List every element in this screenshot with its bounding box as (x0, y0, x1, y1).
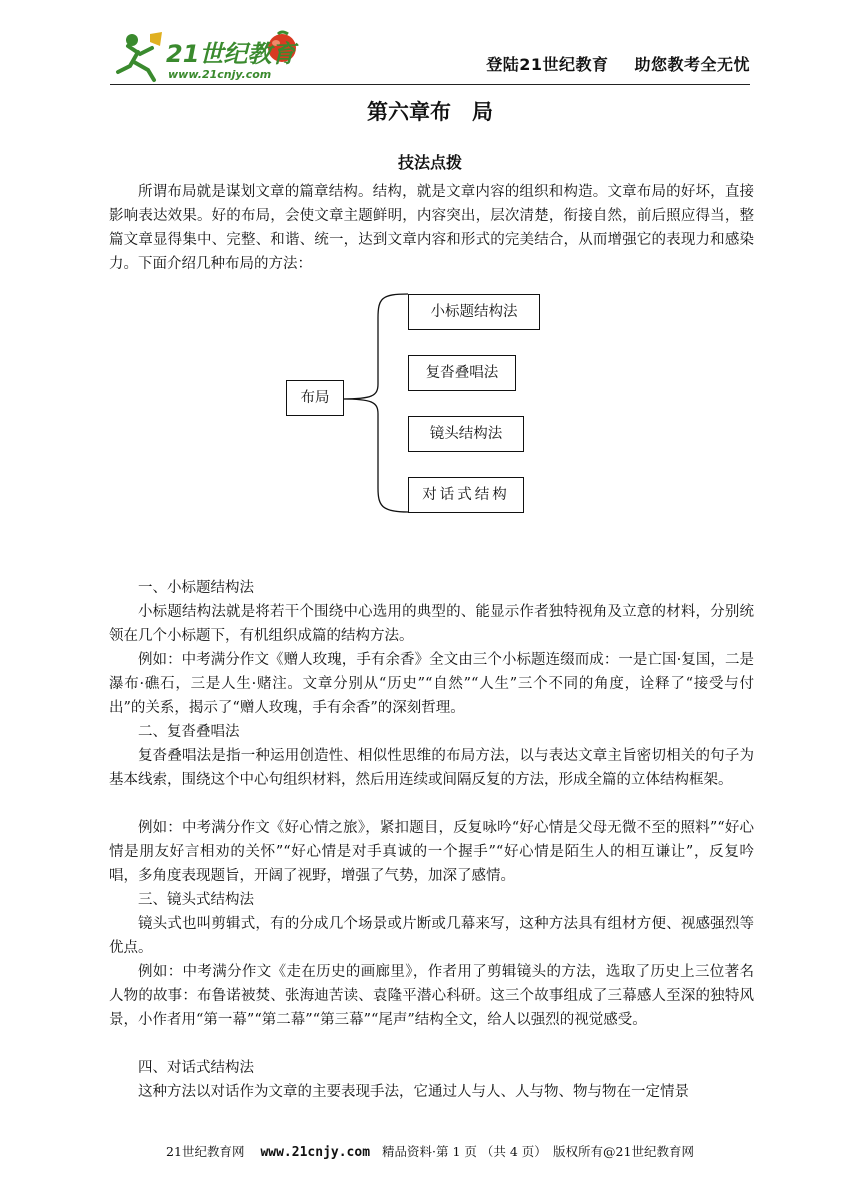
brace-connector (342, 288, 412, 518)
section-heading: 三、镜头式结构法 (138, 892, 254, 908)
footer-copyright: 版权所有@21世纪教育网 (553, 1144, 694, 1159)
page-header (110, 28, 750, 84)
diagram-branch-box: 复沓叠唱法 (408, 355, 516, 391)
diagram-root-box: 布局 (286, 380, 344, 416)
header-slogan (486, 52, 750, 75)
section-paragraph: 复沓叠唱法是指一种运用创造性、相似性思维的布局方法，以与表达文章主旨密切相关的句子为基本线索，围绕这个中心句组织材料，然后用连续或间隔反复的方法，形成全篇的立体结构框架。 (109, 748, 754, 788)
header-divider (110, 84, 750, 85)
section-heading: 四、对话式结构法 (138, 1060, 254, 1076)
section-heading: 二、复沓叠唱法 (138, 724, 240, 740)
site-logo[interactable] (110, 28, 310, 84)
layout-diagram (280, 288, 580, 518)
diagram-branch-box: 对话式结构 (408, 477, 524, 513)
running-figure-icon (118, 32, 162, 80)
section-paragraph: 小标题结构法就是将若干个围绕中心选用的典型的、能显示作者独特视角及立意的材料，分别统领在几个小标题下，有机组织成篇的结构方法。 (109, 604, 754, 644)
footer-site-name: 21世纪教育网 (166, 1144, 245, 1159)
section-paragraph: 例如：中考满分作文《好心情之旅》，紧扣题目，反复咏吟“好心情是父母无微不至的照料”“好心情是朋友好言相劝的关怀”“好心情是对手真诚的一个握手”“好心情是陌生人的相互谦让”，反复吟唱，多角度表现题旨，开阔了视野，增强了气势，加深了感情。 (109, 820, 754, 884)
section-heading: 一、小标题结构法 (138, 580, 254, 596)
section-subtitle: 技法点拨 (397, 153, 462, 172)
intro-paragraph: 所谓布局就是谋划文章的篇章结构。结构，就是文章内容的组织和构造。文章布局的好坏，直接影响表达效果。好的布局，会使文章主题鲜明，内容突出，层次清楚，衔接自然，前后照应得当，整篇文章显得集中、完整、和谐、统一，达到文章内容和形式的完美结合，从而增强它的表现力和感染力。下面介绍几种布局的方法： (109, 184, 754, 272)
section-paragraph: 镜头式也叫剪辑式，有的分成几个场景或片断或几幕来写，这种方法具有组材方便、视感强烈等优点。 (109, 916, 754, 956)
logo-url-text: www.21cnjy.com (168, 68, 272, 81)
diagram-branch-box: 小标题结构法 (408, 294, 540, 330)
slogan-login[interactable]: 登陆21世纪教育 (486, 55, 609, 74)
diagram-branch-box: 镜头结构法 (408, 416, 524, 452)
section-paragraph: 例如：中考满分作文《赠人玫瑰，手有余香》全文由三个小标题连缀而成：一是亡国·复国，二是瀑布·礁石，三是人生·赌注。文章分别从“历史”“自然”“人生”三个不同的角度，诠释了“接受与付出”的关系，揭示了“赠人玫瑰，手有余香”的深刻哲理。 (109, 652, 754, 716)
footer-page-info: 精品资料·第 1 页 （共 4 页） (382, 1144, 541, 1159)
logo-text: 21世纪教育 (166, 40, 296, 68)
page-footer (0, 1142, 860, 1160)
section-paragraph: 例如：中考满分作文《走在历史的画廊里》，作者用了剪辑镜头的方法，选取了历史上三位著名人物的故事：布鲁诺被焚、张海迪苦读、袁隆平潜心科研。这三个故事组成了三幕感人至深的独特风景，小作者用“第一幕”“第二幕”“第三幕”“尾声”结构全文，给人以强烈的视觉感受。 (109, 964, 754, 1028)
slogan-tagline: 助您教考全无忧 (634, 55, 750, 74)
section-paragraph: 这种方法以对话作为文章的主要表现手法，它通过人与人、人与物、物与物在一定情景 (138, 1084, 689, 1100)
footer-site-link[interactable]: www.21cnjy.com (260, 1145, 371, 1160)
chapter-title: 第六章布 局 (367, 100, 493, 124)
